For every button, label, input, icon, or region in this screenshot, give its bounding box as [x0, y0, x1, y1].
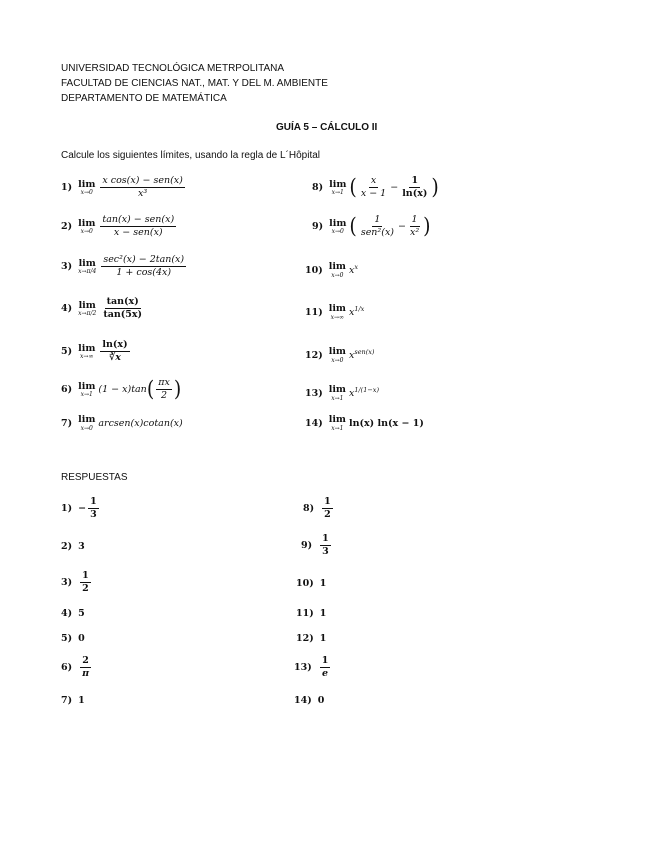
- left-paren: (: [349, 174, 357, 201]
- fraction: $\frac{1}{2}$: [82, 570, 89, 595]
- power: $x^{sen(x)}$: [349, 347, 375, 361]
- limit-operator: lim x→π/4: [78, 257, 97, 276]
- limit-operator: lim x→1: [328, 384, 346, 402]
- expression: ln(x) ln(x − 1): [349, 417, 424, 429]
- fraction: $\frac{x}{x - 1}$: [360, 175, 387, 200]
- fraction: $\frac{\text{sec²(x) − 2tan(x)}}{1 + \cos(4x)}$: [103, 254, 185, 279]
- answer-13: [294, 656, 332, 680]
- answer-number: 14): [294, 695, 312, 706]
- answer-value: 1: [319, 633, 327, 644]
- answer-4: [61, 608, 85, 619]
- problem-8: [312, 176, 439, 200]
- answer-9: [301, 534, 333, 558]
- answer-number: 5): [61, 633, 73, 644]
- limit-operator: lim x→∞: [328, 303, 346, 321]
- answer-number: 6): [61, 662, 73, 674]
- answer-10: [296, 578, 326, 589]
- answers-heading: RESPUESTAS: [61, 472, 128, 483]
- problem-number: 2): [61, 221, 73, 233]
- answer-value: 3: [78, 541, 85, 552]
- fraction: $\frac{\text{x cos(x) − sen(x)}}{\text{x³}}$: [102, 175, 183, 200]
- problem-12: [305, 347, 374, 364]
- problem-number: 6): [61, 384, 73, 396]
- answer-value: 1: [319, 578, 327, 589]
- answer-6: [61, 656, 93, 680]
- limit-operator: lim x→0: [78, 217, 96, 236]
- problem-number: 1): [61, 182, 73, 194]
- problem-number: 11): [305, 306, 323, 318]
- answer-value: 1: [319, 608, 327, 619]
- answer-7: [61, 695, 85, 706]
- answer-11: [296, 608, 326, 619]
- problem-13: [305, 385, 379, 402]
- limit-operator: lim x→1: [328, 414, 346, 432]
- answer-number: 8): [303, 503, 315, 515]
- problem-3: [61, 255, 188, 279]
- faculty-name: FACULTAD DE CIENCIAS NAT., MAT. Y DEL M. AMBIENTE: [61, 78, 328, 89]
- power: $x^{1/x}$: [349, 304, 365, 318]
- answer-number: 7): [61, 695, 73, 706]
- fraction: $\frac{\ln(x)}{∛x}$: [102, 339, 128, 364]
- answer-number: 9): [301, 540, 313, 552]
- problem-14: [305, 415, 424, 432]
- problem-number: 5): [61, 346, 73, 358]
- problem-1: [61, 176, 187, 200]
- problem-4: [61, 297, 146, 321]
- answer-number: 1): [61, 503, 73, 515]
- answer-number: 10): [296, 578, 314, 589]
- problem-number: 14): [305, 417, 323, 429]
- right-paren: ): [431, 174, 439, 201]
- answer-value: 1: [78, 695, 85, 706]
- fraction: $\frac{\text{tan(x) − sen(x)}}{\text{x − sen(x)}}$: [102, 214, 175, 239]
- answer-number: 11): [296, 608, 314, 619]
- problem-number: 9): [312, 221, 324, 233]
- fraction: $\frac{1}{\text{sen²(x)}}$: [360, 214, 395, 239]
- problem-number: 10): [305, 264, 323, 276]
- fraction: $\frac{1}{2}$: [324, 496, 331, 521]
- problem-9: [312, 215, 431, 239]
- answer-number: 4): [61, 608, 73, 619]
- answer-value: 0: [317, 695, 325, 706]
- answer-1: [61, 497, 101, 521]
- limit-operator: lim x→∞: [78, 342, 96, 361]
- limit-operator: lim x→0: [328, 261, 346, 279]
- problem-number: 4): [61, 303, 73, 315]
- limit-operator: lim x→1: [78, 380, 96, 399]
- problem-number: 12): [305, 349, 323, 361]
- problem-number: 13): [305, 387, 323, 399]
- answer-number: 2): [61, 541, 73, 552]
- answer-number: 13): [294, 662, 312, 674]
- problem-number: 8): [312, 182, 324, 194]
- instructions: Calcule los siguientes límites, usando la regla de L´Hôpital: [61, 150, 321, 161]
- limit-operator: lim x→0: [328, 346, 346, 364]
- problem-10: [305, 262, 358, 279]
- answer-2: [61, 541, 85, 552]
- expression: (1 − x)tan: [98, 384, 147, 396]
- university-name: UNIVERSIDAD TECNOLÓGICA METRPOLITANA: [61, 63, 285, 74]
- problem-6: [61, 378, 181, 402]
- answer-14: [294, 695, 324, 706]
- limit-operator: lim x→0: [78, 414, 96, 432]
- right-paren: ): [423, 213, 431, 240]
- answer-3: [61, 571, 93, 595]
- minus-sign: −: [398, 221, 406, 233]
- limit-operator: lim x→0: [78, 178, 96, 197]
- limit-operator: lim x→π/2: [78, 299, 97, 318]
- problem-11: [305, 304, 364, 321]
- answer-number: 12): [296, 633, 314, 644]
- fraction: $\frac{\pi x}{2}$: [158, 377, 170, 402]
- fraction: $\frac{1}{3}$: [322, 533, 329, 558]
- problem-number: 3): [61, 261, 73, 273]
- power: $x^{1/(1-x)}$: [349, 385, 380, 399]
- department-name: DEPARTAMENTO DE MATEMÁTICA: [61, 93, 227, 104]
- problem-2: [61, 215, 178, 239]
- limit-operator: lim x→1: [329, 178, 347, 197]
- page-title: GUÍA 5 – CÁLCULO II: [276, 122, 378, 133]
- expression: arcsen(x)cotan(x): [98, 417, 183, 429]
- fraction: $\frac{2}{\pi}$: [82, 655, 90, 680]
- fraction: $\frac{1}{\text{x²}}$: [409, 214, 420, 239]
- problem-number: 7): [61, 417, 73, 429]
- left-paren: (: [349, 213, 357, 240]
- power: $x^x$: [349, 262, 359, 276]
- answer-12: [296, 633, 326, 644]
- fraction: $\frac{\tan(x)}{\tan(5x)}$: [103, 296, 143, 321]
- minus-sign: −: [390, 182, 399, 194]
- left-paren: (: [146, 376, 155, 403]
- answer-number: 3): [61, 577, 73, 589]
- limit-operator: lim x→0: [329, 217, 347, 236]
- fraction: $\frac{1}{3}$: [90, 496, 97, 521]
- fraction: $\frac{1}{\ln(x)}$: [402, 175, 428, 200]
- problem-5: [61, 340, 132, 364]
- answer-value: 0: [78, 633, 85, 644]
- minus-sign: −: [78, 503, 87, 515]
- right-paren: ): [173, 376, 182, 403]
- answer-5: [61, 633, 85, 644]
- answer-value: 5: [78, 608, 85, 619]
- answer-8: [303, 497, 335, 521]
- fraction: $\frac{1}{e}$: [321, 655, 329, 680]
- problem-7: [61, 415, 183, 432]
